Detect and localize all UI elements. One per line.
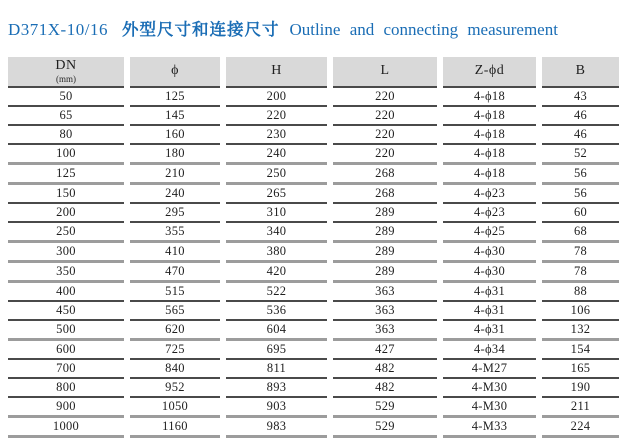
table-row	[8, 302, 619, 321]
cell-h: 310	[226, 204, 327, 223]
cell-h: 811	[226, 360, 327, 379]
table-row	[8, 165, 619, 185]
cell-h: 230	[226, 126, 327, 145]
cell-l: 220	[333, 126, 437, 145]
cell-h: 420	[226, 263, 327, 283]
title-chinese: 外型尺寸和连接尺寸	[121, 20, 280, 39]
table-body	[8, 88, 619, 438]
cell-b: 88	[542, 283, 619, 302]
page-title	[8, 20, 558, 40]
cell-z: 4-ϕ18	[443, 88, 536, 107]
cell-z: 4-ϕ30	[443, 243, 536, 263]
cell-l: 289	[333, 243, 437, 263]
cell-l: 529	[333, 418, 437, 438]
cell-z: 4-ϕ23	[443, 204, 536, 223]
cell-l: 363	[333, 302, 437, 321]
cell-h: 893	[226, 379, 327, 398]
table-row	[8, 341, 619, 360]
cell-phi: 952	[130, 379, 220, 398]
table-row	[8, 126, 619, 145]
cell-h: 695	[226, 341, 327, 360]
cell-l: 268	[333, 185, 437, 204]
column-header-z	[443, 57, 536, 88]
cell-z: 4-ϕ30	[443, 263, 536, 283]
cell-phi: 620	[130, 321, 220, 341]
cell-z: 4-M30	[443, 398, 536, 418]
cell-z: 4-ϕ18	[443, 165, 536, 185]
column-sublabel: (mm)	[56, 73, 76, 84]
cell-dn: 250	[8, 223, 124, 243]
cell-phi: 840	[130, 360, 220, 379]
cell-dn: 150	[8, 185, 124, 204]
table-row	[8, 145, 619, 165]
cell-b: 78	[542, 263, 619, 283]
title-english: Outline and connecting measurement	[289, 20, 558, 39]
cell-dn: 50	[8, 88, 124, 107]
cell-l: 482	[333, 379, 437, 398]
cell-b: 211	[542, 398, 619, 418]
cell-l: 289	[333, 263, 437, 283]
table-row	[8, 418, 619, 438]
table-row	[8, 223, 619, 243]
cell-l: 427	[333, 341, 437, 360]
cell-dn: 100	[8, 145, 124, 165]
cell-z: 4-ϕ18	[443, 145, 536, 165]
cell-phi: 470	[130, 263, 220, 283]
column-header-l	[333, 57, 437, 88]
cell-phi: 180	[130, 145, 220, 165]
cell-phi: 565	[130, 302, 220, 321]
column-header-h	[226, 57, 327, 88]
cell-b: 154	[542, 341, 619, 360]
cell-phi: 725	[130, 341, 220, 360]
cell-b: 165	[542, 360, 619, 379]
cell-l: 529	[333, 398, 437, 418]
cell-h: 536	[226, 302, 327, 321]
cell-l: 482	[333, 360, 437, 379]
cell-phi: 240	[130, 185, 220, 204]
cell-z: 4-ϕ31	[443, 321, 536, 341]
column-label: H	[271, 63, 282, 79]
cell-b: 43	[542, 88, 619, 107]
cell-z: 4-ϕ31	[443, 302, 536, 321]
cell-h: 250	[226, 165, 327, 185]
cell-b: 60	[542, 204, 619, 223]
cell-b: 56	[542, 165, 619, 185]
cell-l: 363	[333, 321, 437, 341]
cell-phi: 160	[130, 126, 220, 145]
cell-dn: 300	[8, 243, 124, 263]
cell-b: 46	[542, 107, 619, 126]
cell-z: 4-ϕ18	[443, 126, 536, 145]
cell-z: 4-ϕ23	[443, 185, 536, 204]
table-row	[8, 398, 619, 418]
cell-l: 220	[333, 145, 437, 165]
table-row	[8, 379, 619, 398]
cell-phi: 1160	[130, 418, 220, 438]
cell-phi: 295	[130, 204, 220, 223]
cell-z: 4-ϕ18	[443, 107, 536, 126]
cell-b: 56	[542, 185, 619, 204]
cell-phi: 125	[130, 88, 220, 107]
cell-z: 4-ϕ31	[443, 283, 536, 302]
cell-h: 604	[226, 321, 327, 341]
cell-b: 78	[542, 243, 619, 263]
cell-phi: 145	[130, 107, 220, 126]
cell-l: 220	[333, 107, 437, 126]
cell-h: 983	[226, 418, 327, 438]
cell-phi: 410	[130, 243, 220, 263]
cell-l: 268	[333, 165, 437, 185]
cell-l: 363	[333, 283, 437, 302]
cell-h: 340	[226, 223, 327, 243]
column-label: B	[575, 63, 586, 79]
cell-b: 106	[542, 302, 619, 321]
cell-phi: 515	[130, 283, 220, 302]
cell-b: 52	[542, 145, 619, 165]
cell-h: 380	[226, 243, 327, 263]
cell-h: 265	[226, 185, 327, 204]
cell-h: 200	[226, 88, 327, 107]
cell-dn: 350	[8, 263, 124, 283]
cell-b: 46	[542, 126, 619, 145]
cell-h: 220	[226, 107, 327, 126]
cell-dn: 800	[8, 379, 124, 398]
cell-h: 240	[226, 145, 327, 165]
cell-phi: 355	[130, 223, 220, 243]
cell-phi: 210	[130, 165, 220, 185]
column-header-b	[542, 57, 619, 88]
table-row	[8, 360, 619, 379]
cell-dn: 1000	[8, 418, 124, 438]
cell-phi: 1050	[130, 398, 220, 418]
cell-b: 68	[542, 223, 619, 243]
cell-dn: 65	[8, 107, 124, 126]
table-row	[8, 204, 619, 223]
model-code: D371X-10/16	[8, 20, 108, 39]
table-row	[8, 263, 619, 283]
cell-b: 224	[542, 418, 619, 438]
cell-dn: 600	[8, 341, 124, 360]
cell-dn: 200	[8, 204, 124, 223]
cell-dn: 125	[8, 165, 124, 185]
cell-dn: 700	[8, 360, 124, 379]
column-label: ϕ	[171, 63, 179, 79]
cell-dn: 450	[8, 302, 124, 321]
table-row	[8, 243, 619, 263]
cell-dn: 400	[8, 283, 124, 302]
column-label: L	[380, 63, 390, 79]
table-row	[8, 107, 619, 126]
cell-dn: 80	[8, 126, 124, 145]
cell-z: 4-M30	[443, 379, 536, 398]
cell-h: 522	[226, 283, 327, 302]
dimension-table	[2, 57, 625, 438]
table-row	[8, 185, 619, 204]
column-header-phi	[130, 57, 220, 88]
table-row	[8, 283, 619, 302]
cell-z: 4-M27	[443, 360, 536, 379]
header-row	[8, 57, 619, 88]
column-header-dn	[8, 57, 124, 88]
cell-z: 4-M33	[443, 418, 536, 438]
cell-b: 132	[542, 321, 619, 341]
cell-h: 903	[226, 398, 327, 418]
cell-z: 4-ϕ34	[443, 341, 536, 360]
cell-l: 289	[333, 204, 437, 223]
cell-l: 220	[333, 88, 437, 107]
column-label: Z-ϕd	[474, 63, 505, 79]
cell-z: 4-ϕ25	[443, 223, 536, 243]
cell-dn: 500	[8, 321, 124, 341]
table-row	[8, 321, 619, 341]
table-row	[8, 88, 619, 107]
cell-l: 289	[333, 223, 437, 243]
cell-b: 190	[542, 379, 619, 398]
cell-dn: 900	[8, 398, 124, 418]
column-label: DN	[55, 58, 77, 74]
